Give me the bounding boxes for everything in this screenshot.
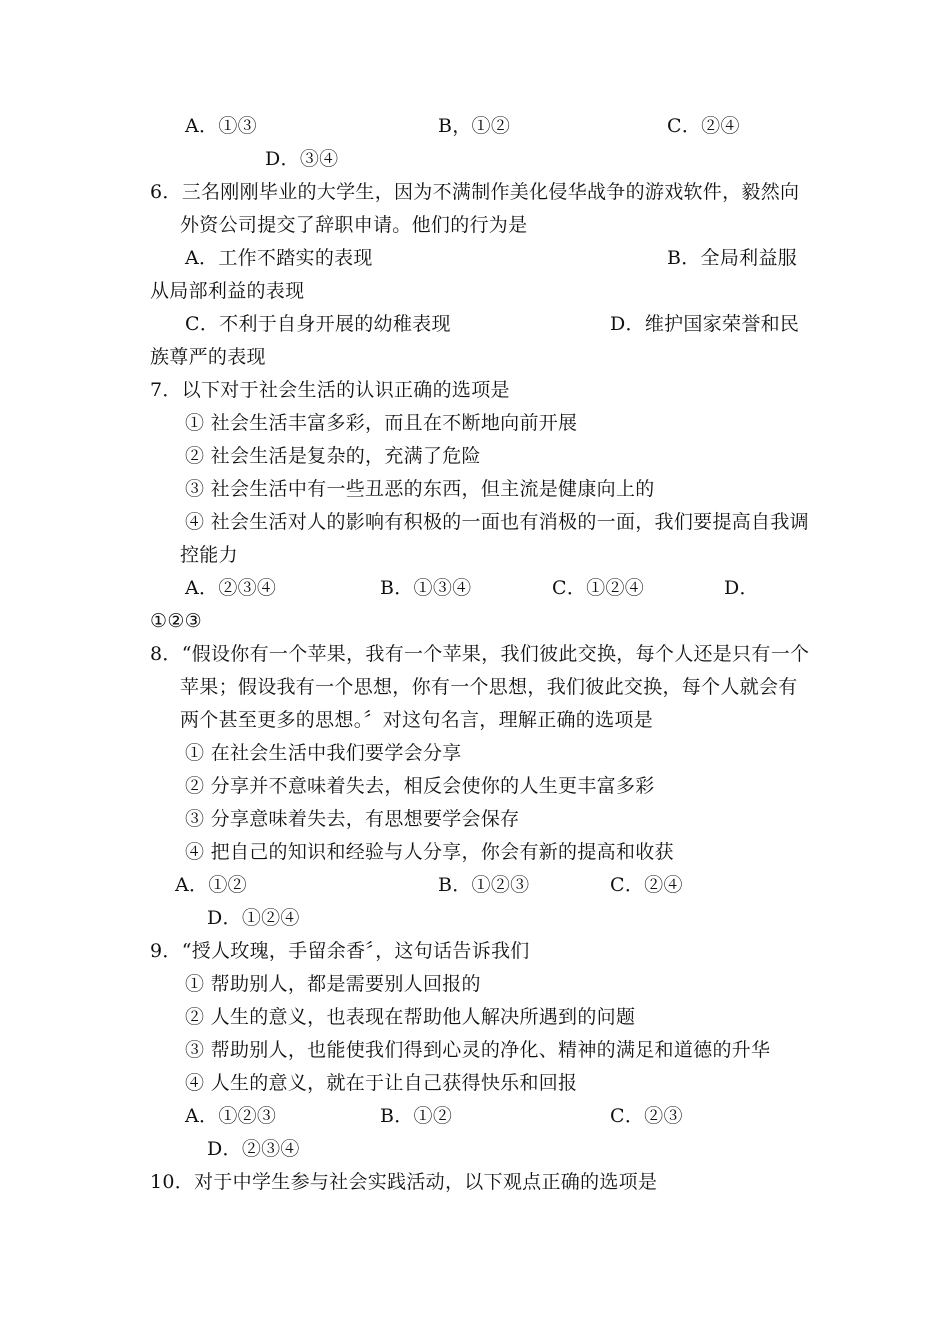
q9-stem: 9．“授人玫瑰，手留余香〞，这句话告诉我们 [150, 940, 530, 962]
q7-statement-2: ② 社会生活是复杂的，充满了危险 [185, 445, 481, 467]
q8-statement-1: ① 在社会生活中我们要学会分享 [185, 742, 462, 764]
q7-option-d-line-1: D． [724, 577, 759, 599]
q6-option-d-line-2: 族尊严的表现 [150, 346, 266, 368]
q9-statement-3: ③ 帮助别人，也能使我们得到心灵的净化、精神的满足和道德的升华 [185, 1039, 771, 1061]
q9-option-a: A．①②③ [185, 1105, 277, 1127]
q5-option-c: C．②④ [667, 115, 740, 137]
q6-option-c: C．不利于自身开展的幼稚表现 [185, 313, 451, 335]
q5-option-a: A．①③ [185, 115, 257, 137]
q8-option-b: B．①②③ [438, 874, 530, 896]
q8-option-c: C．②④ [610, 874, 683, 896]
q7-option-c: C．①②④ [552, 577, 645, 599]
q5-option-b: B，①② [438, 115, 511, 137]
q6-stem-line-2: 外资公司提交了辞职申请。他们的行为是 [180, 214, 528, 236]
q9-option-b: B．①② [380, 1105, 453, 1127]
q8-option-a: A．①② [175, 874, 247, 896]
q9-statement-4: ④ 人生的意义，就在于让自己获得快乐和回报 [185, 1072, 578, 1094]
q8-statement-4: ④ 把自己的知识和经验与人分享，你会有新的提高和收获 [185, 841, 674, 863]
q8-stem-line-2: 苹果；假设我有一个思想，你有一个思想，我们彼此交换，每个人就会有 [180, 676, 798, 698]
q8-stem-line-1: 8．“假设你有一个苹果，我有一个苹果，我们彼此交换，每个人还是只有一个 [150, 643, 810, 665]
q6-option-d-line-1: D．维护国家荣誉和民 [610, 313, 800, 335]
q7-option-d-line-2: ①②③ [150, 610, 202, 632]
q5-option-d: D．③④ [265, 148, 339, 170]
q8-stem-line-3: 两个甚至更多的思想。〞对这句名言，理解正确的选项是 [180, 709, 654, 731]
q9-option-c: C．②③ [610, 1105, 683, 1127]
q7-option-a: A．②③④ [185, 577, 277, 599]
q6-option-a: A．工作不踏实的表现 [185, 247, 373, 269]
q7-stem: 7．以下对于社会生活的认识正确的选项是 [150, 379, 510, 401]
q6-stem-line-1: 6．三名刚刚毕业的大学生，因为不满制作美化侵华战争的游戏软件，毅然向 [150, 181, 800, 203]
q10-stem: 10．对于中学生参与社会实践活动，以下观点正确的选项是 [150, 1171, 658, 1193]
q6-option-b-line-2: 从局部利益的表现 [150, 280, 305, 302]
q9-statement-1: ① 帮助别人，都是需要别人回报的 [185, 973, 481, 995]
q9-option-d: D．②③④ [207, 1138, 300, 1160]
q8-statement-2: ② 分享并不意味着失去，相反会使你的人生更丰富多彩 [185, 775, 655, 797]
q6-option-b-line-1: B．全局利益服 [667, 247, 798, 269]
q7-statement-3: ③ 社会生活中有一些丑恶的东西，但主流是健康向上的 [185, 478, 655, 500]
q7-statement-4-line-1: ④ 社会生活对人的影响有积极的一面也有消极的一面，我们要提高自我调 [185, 511, 809, 533]
q7-statement-1: ① 社会生活丰富多彩，而且在不断地向前开展 [185, 412, 578, 434]
q8-statement-3: ③ 分享意味着失去，有思想要学会保存 [185, 808, 520, 830]
q7-statement-4-line-2: 控能力 [180, 544, 238, 566]
q9-statement-2: ② 人生的意义，也表现在帮助他人解决所遇到的问题 [185, 1006, 636, 1028]
q7-option-b: B．①③④ [380, 577, 472, 599]
q8-option-d: D．①②④ [207, 907, 300, 929]
